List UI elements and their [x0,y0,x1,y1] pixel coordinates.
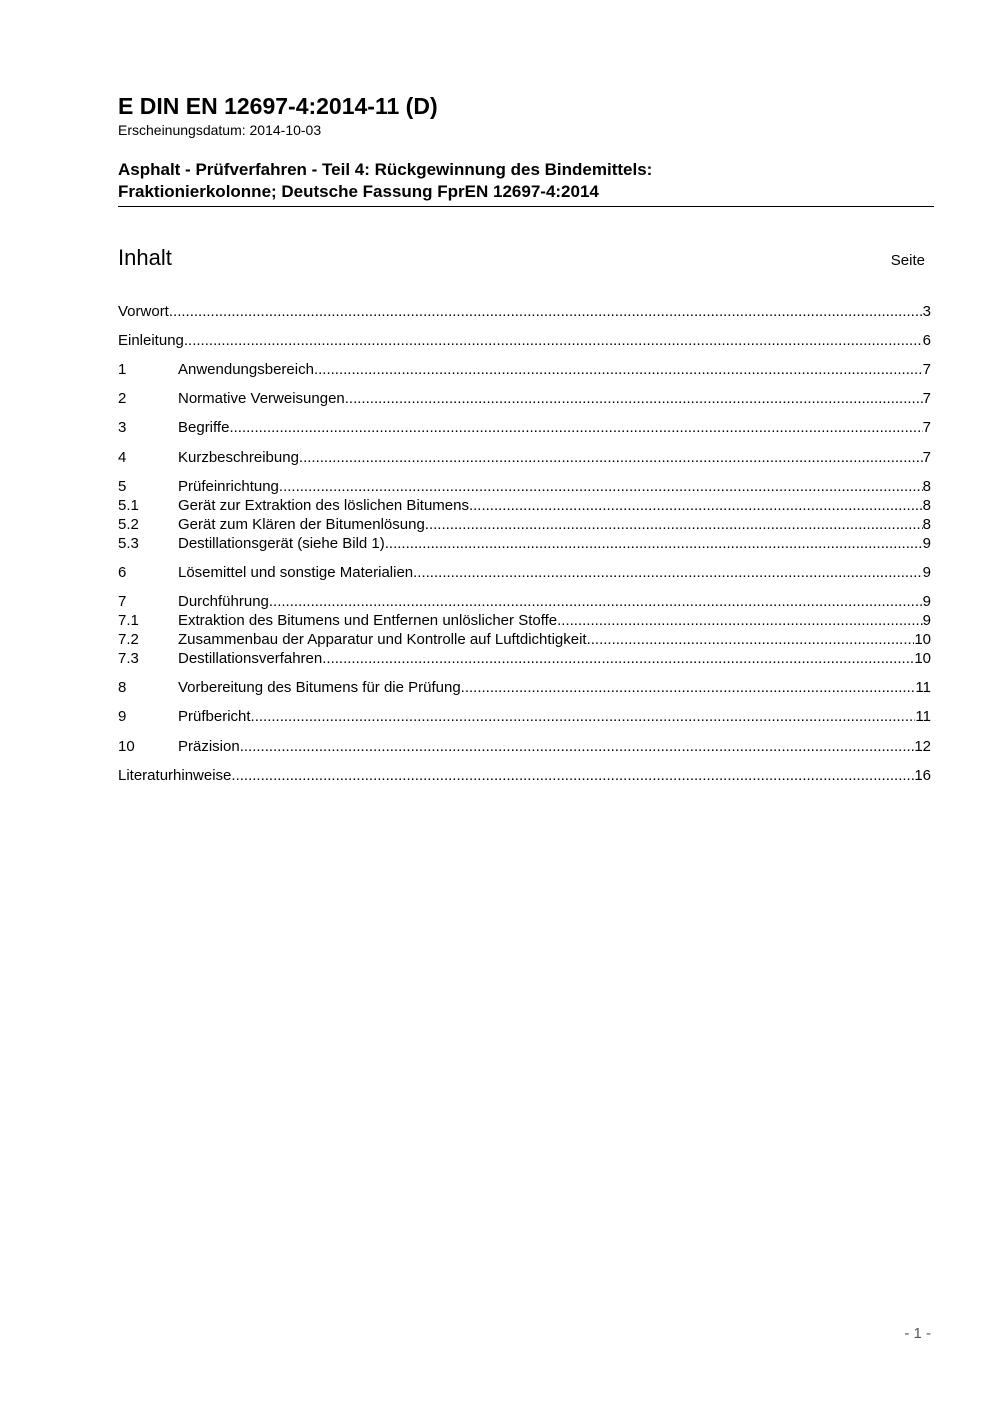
toc-dot-leader [169,302,923,321]
toc-dot-leader [322,649,914,668]
toc-dot-leader [251,707,916,726]
toc-entry-2[interactable] [118,389,931,408]
toc-entry-title: Anwendungsbereich [178,361,314,378]
toc-entry-7-3[interactable] [118,649,931,668]
toc-entry-title: Normative Verweisungen [178,390,345,407]
toc-entry-page: 3 [922,303,931,320]
toc-entry-page: 8 [922,478,931,495]
toc-entry-number: 8 [118,679,127,696]
toc-entry-title: Extraktion des Bitumens und Entfernen unlöslicher Stoffe [178,612,558,629]
toc-entry-title: Zusammenbau der Apparatur und Kontrolle auf Luftdichtigkeit [178,631,587,648]
page-number: - 1 - [904,1325,931,1342]
toc-entry-4[interactable] [118,448,931,467]
toc-entry-number: 5 [118,478,127,495]
toc-entry-10[interactable] [118,737,931,756]
toc-dot-leader [345,389,923,408]
toc-entry-page: 8 [922,497,931,514]
subtitle-line-1: Asphalt - Prüfverfahren - Teil 4: Rückgewinnung des Bindemittels: [118,160,653,179]
toc-entry-page: 8 [922,516,931,533]
toc-entry-title: Einleitung [118,332,184,349]
toc-entry-5-3[interactable] [118,534,931,553]
toc-dot-leader [587,630,915,649]
toc-entry-vorwort[interactable] [118,302,931,321]
toc-dot-leader [425,515,923,534]
toc-entry-number: 7.1 [118,612,139,629]
toc-dot-leader [385,534,923,553]
toc-entry-einleitung[interactable] [118,331,931,350]
toc-entry-5[interactable] [118,477,931,496]
toc-dot-leader [469,496,923,515]
toc-entry-8[interactable] [118,678,931,697]
toc-entry-number: 7.3 [118,650,139,667]
toc-entry-number: 3 [118,419,127,436]
toc-entry-title: Destillationsverfahren [178,650,323,667]
toc-entry-title: Vorbereitung des Bitumens für die Prüfung [178,679,461,696]
toc-entry-title: Destillationsgerät (siehe Bild 1) [178,535,385,552]
toc-entry-7-1[interactable] [118,611,931,630]
toc-dot-leader [557,611,923,630]
subtitle-line-2: Fraktionierkolonne; Deutsche Fassung FprEN 12697-4:2014 [118,182,599,201]
toc-dot-leader [269,592,923,611]
toc-entry-page: 16 [914,767,931,784]
toc-entry-number: 5.3 [118,535,139,552]
toc-heading: Inhalt [118,245,172,270]
toc-entry-5-2[interactable] [118,515,931,534]
toc-dot-leader [240,737,915,756]
toc-entry-page: 10 [914,650,931,667]
toc-entry-5-1[interactable] [118,496,931,515]
toc-entry-literaturhinweise[interactable] [118,766,931,785]
toc-entry-page: 9 [922,612,931,629]
document-title: E DIN EN 12697-4:2014-11 (D) [118,93,438,119]
toc-dot-leader [314,360,923,379]
toc-entry-page: 9 [922,535,931,552]
toc-entry-page: 9 [922,593,931,610]
toc-entry-page: 9 [922,564,931,581]
toc-entry-title: Präzision [178,738,240,755]
toc-entry-number: 5.2 [118,516,139,533]
toc-entry-title: Vorwort [118,303,169,320]
toc-dot-leader [461,678,916,697]
toc-entry-number: 1 [118,361,127,378]
toc-entry-page: 11 [915,708,931,725]
toc-entry-3[interactable] [118,418,931,437]
toc-entry-title: Prüfbericht [178,708,251,725]
toc-entry-page: 7 [922,390,931,407]
toc-entry-number: 7.2 [118,631,139,648]
toc-entry-page: 6 [922,332,931,349]
toc-entry-title: Kurzbeschreibung [178,449,299,466]
toc-entry-title: Prüfeinrichtung [178,478,279,495]
toc-entry-page: 11 [915,679,931,696]
toc-entry-page: 7 [922,449,931,466]
toc-entry-number: 2 [118,390,127,407]
toc-entry-title: Gerät zur Extraktion des löslichen Bitumens [178,497,469,514]
publication-date: Erscheinungsdatum: 2014-10-03 [118,122,322,138]
toc-dot-leader [413,563,923,582]
toc-entry-page: 7 [922,361,931,378]
toc-page-column-label: Seite [890,252,925,269]
toc-dot-leader [229,418,922,437]
toc-entry-7-2[interactable] [118,630,931,649]
toc-entry-7[interactable] [118,592,931,611]
toc-entry-number: 6 [118,564,127,581]
toc-entry-6[interactable] [118,563,931,582]
toc-entry-number: 5.1 [118,497,139,514]
toc-dot-leader [299,448,923,467]
toc-entry-page: 10 [914,631,931,648]
toc-entry-title: Literaturhinweise [118,767,232,784]
toc-entry-page: 12 [914,738,931,755]
toc-entry-number: 4 [118,449,127,466]
table-of-contents [118,0,931,1403]
toc-entry-number: 7 [118,593,127,610]
toc-dot-leader [231,766,914,785]
toc-entry-9[interactable] [118,707,931,726]
toc-dot-leader [184,331,923,350]
toc-entry-number: 9 [118,708,127,725]
toc-entry-title: Lösemittel und sonstige Materialien [178,564,414,581]
toc-entry-title: Durchführung [178,593,269,610]
toc-entry-title: Gerät zum Klären der Bitumenlösung [178,516,425,533]
toc-entry-page: 7 [922,419,931,436]
toc-entry-title: Begriffe [178,419,230,436]
toc-entry-number: 10 [118,738,135,755]
toc-dot-leader [279,477,923,496]
toc-entry-1[interactable] [118,360,931,379]
